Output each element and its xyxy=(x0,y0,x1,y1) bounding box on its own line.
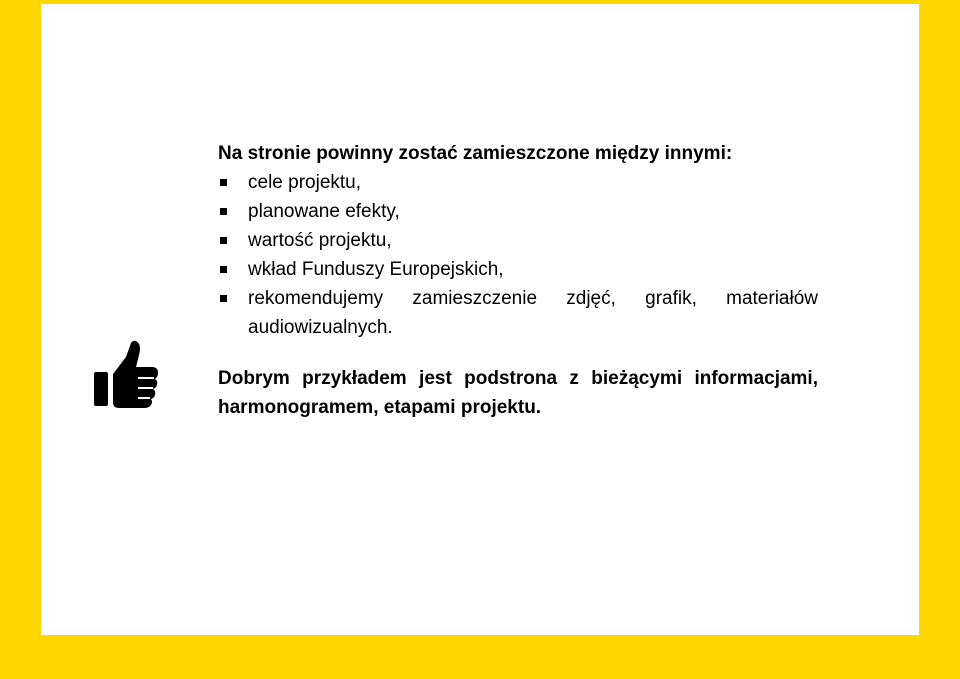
thumbs-up-icon xyxy=(92,340,160,410)
list-item-text: wkład Funduszy Europejskich, xyxy=(248,259,504,280)
list-item-text: cele projektu, xyxy=(248,172,362,193)
list-item-text: wartość projektu, xyxy=(248,230,392,251)
list-item xyxy=(218,168,818,197)
intro-heading: Na stronie powinny zostać zamieszczone między innymi: xyxy=(218,143,733,164)
slide-content xyxy=(218,139,818,422)
list-item xyxy=(218,197,818,226)
example-text: Dobrym przykładem jest podstrona z bieżącymi informacjami, harmonogramem, etapami projektu. xyxy=(218,368,818,418)
list-item-text: rekomendujemy zamieszczenie zdjęć, grafik, materiałów audiowizualnych. xyxy=(248,288,818,338)
list-item-text: planowane efekty, xyxy=(248,201,400,222)
bullet-list xyxy=(218,168,818,342)
square-bullet-icon xyxy=(220,266,227,273)
square-bullet-icon xyxy=(220,208,227,215)
square-bullet-icon xyxy=(220,237,227,244)
list-item xyxy=(218,255,818,284)
square-bullet-icon xyxy=(220,179,227,186)
list-item xyxy=(218,284,818,342)
list-item xyxy=(218,226,818,255)
square-bullet-icon xyxy=(220,295,227,302)
